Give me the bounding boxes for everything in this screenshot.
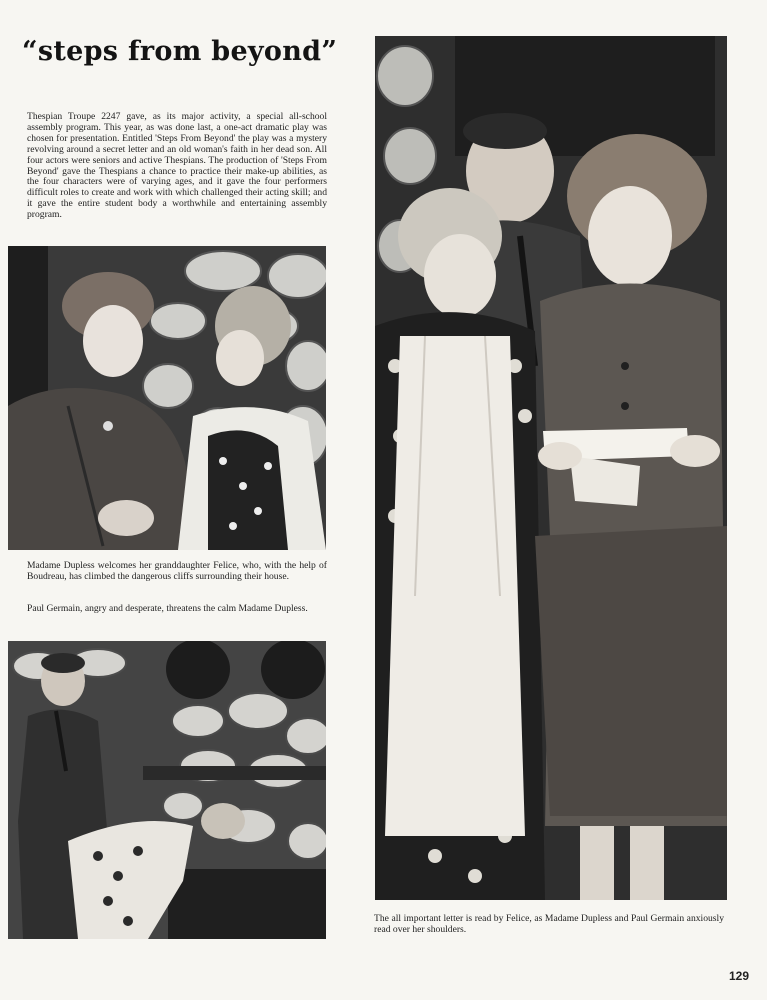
caption-letter: The all important letter is read by Felice, as Madame Dupless and Paul Germain anxiously read over her shoulders. <box>374 913 724 935</box>
actor-threatening-actress-photo <box>8 641 326 939</box>
intro-paragraph: Thespian Troupe 2247 gave, as its major activity, a special all-school assembly program. This year, as was done last, a one-act dramatic play was chosen for presentation. Entitled 'Steps From Beyond' the play was a mystery revolving around a secret letter and an old woman's faith in her dead son. All four actors were seniors and active Thespians. The production of 'Steps From Beyond' gave the Thespians a chance to practice their make-up abilities, as the four characters were of varying ages, and it gave the four performers difficult roles to create and work with which challenged their acting skill; and it gave the entire student body a worthwhile and entertaining assembly program. <box>27 111 327 221</box>
caption-threat: Paul Germain, angry and desperate, threatens the calm Madame Dupless. <box>27 603 308 614</box>
page-number: 129 <box>728 969 749 983</box>
page-title: “steps from beyond” <box>22 36 338 67</box>
two-actresses-greeting-photo <box>8 246 326 550</box>
caption-welcome: Madame Dupless welcomes her granddaughter Felice, who, with the help of Boudreau, has climbed the dangerous cliffs surrounding their house. <box>27 560 327 582</box>
three-actors-reading-letter-photo <box>375 36 727 900</box>
